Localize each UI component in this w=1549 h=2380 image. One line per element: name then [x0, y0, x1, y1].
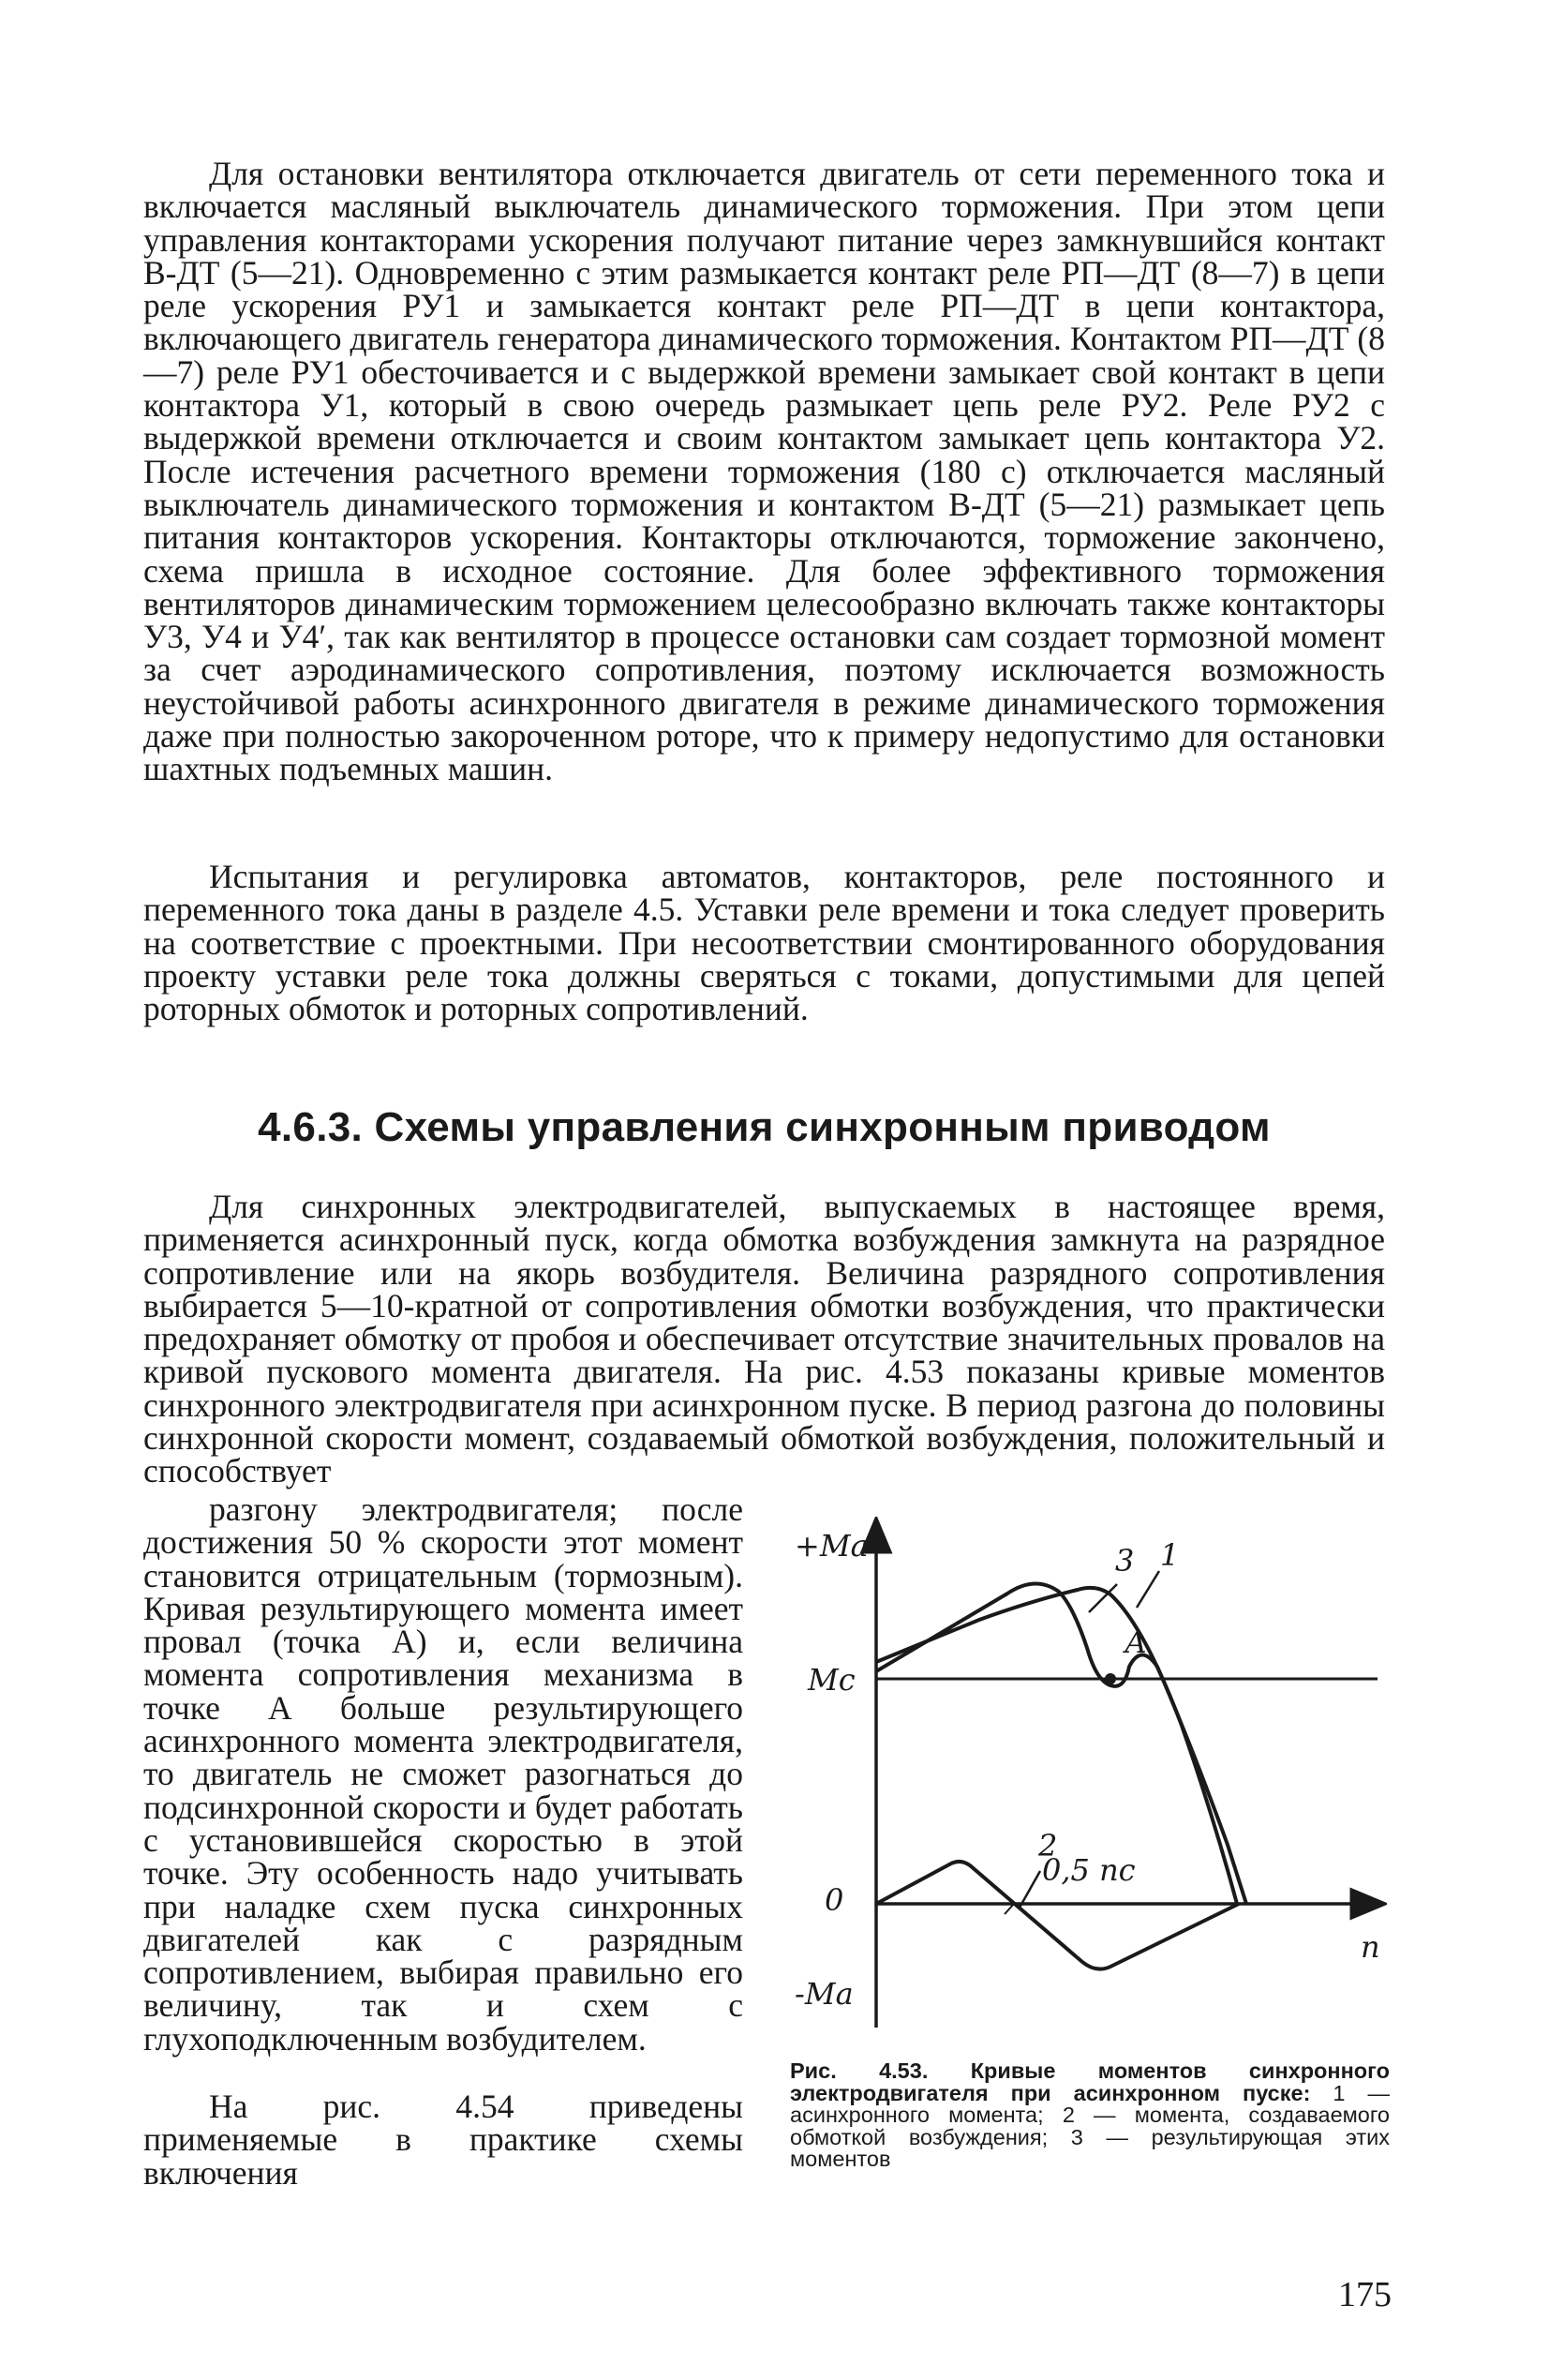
label-plus-ma: +Mа: [795, 1528, 869, 1564]
point-a-marker: [1105, 1673, 1116, 1684]
figure-caption: [790, 2060, 1390, 2171]
label-minus-ma: -Mа: [795, 1976, 854, 2012]
paragraph-fig-454-intro: На рис. 4.54 приведены применяемые в практике схемы включения: [143, 2088, 743, 2192]
label-n: n: [1361, 1929, 1380, 1965]
label-curve-3: 3: [1115, 1543, 1135, 1579]
section-heading: 4.6.3. Схемы управления синхронным приводом: [258, 1104, 1271, 1150]
curve-1-leader: [1137, 1571, 1159, 1608]
paragraph-synchronous-start: Для синхронных электродвигателей, выпускаемых в настоящее время, применяется асинхронный пуск, когда обмотка возбуждения замкнута на разрядное сопротивление или на якорь возбудителя. Величина разрядного сопротивления выбирается 5—10-кратной от сопротивления обмотки возбуждения, что практически предохраняет обмотку от пробоя и обеспечивает отсутствие значительных провалов на кривой пускового момента двигателя. На рис. 4.53 показаны кривые моментов синхронного электродвигателя при асинхронном пуске. В период разгона до половины синхронной скорости момент, создаваемый обмоткой возбуждения, положительный и способствует: [143, 1188, 1385, 1490]
curve-2-leader: [1020, 1871, 1040, 1908]
label-zero: 0: [825, 1882, 844, 1918]
label-point-a: А: [1125, 1624, 1148, 1660]
caption-title: Рис. 4.53. Кривые моментов синхронного электродвигателя при асинхронном пуске:: [790, 2058, 1390, 2105]
caption-body: 1 — асинхронного момента; 2 — момента, создаваемого обмоткой возбуждения; 3 — результирующая этих моментов: [790, 2080, 1390, 2171]
paragraph-torque-dip: разгону электродвигателя; после достижения 50 % скорости этот момент становится отрицательным (тормозным). Кривая результирующего момента имеет провал (точка А) и, если величина момента сопротивления механизма в точке А больше результирующего асинхронного момента электродвигателя, то двигатель не сможет разогнаться до подсинхронной скорости и будет работать с установившейся скоростью в этой точке. Эту особенность надо учитывать при наладке схем пуска синхронных двигателей как с разрядным сопротивлением, выбирая правильно его величину, так и схем с глухоподключенным возбудителем.: [143, 1490, 743, 2058]
label-curve-1: 1: [1160, 1537, 1180, 1573]
label-half-nc: 0,5 nс: [1042, 1852, 1136, 1888]
paragraph-testing-relays: Испытания и регулировка автоматов, контакторов, реле постоянного и переменного тока даны в разделе 4.5. Уставки реле времени и тока следует проверить на соответствие с проектными. При несоответствии смонтированного оборудования проекту уставки реле тока должны сверяться с токами, допустимыми для цепей роторных обмоток и роторных сопротивлений.: [143, 858, 1385, 1028]
paragraph-stopping-ventilator: Для остановки вентилятора отключается двигатель от сети переменного тока и включается масляный выключатель динамического торможения. При этом цепи управления контакторами ускорения получают питание через замкнувшийся контакт В-ДТ (5—21). Одновременно с этим размыкается контакт реле РП—ДТ (8—7) в цепи реле ускорения РУ1 и замыкается контакт реле РП—ДТ в цепи контактора, включающего двигатель генератора динамического торможения. Контактом РП—ДТ (8—7) реле РУ1 обесточивается и с выдержкой времени замыкает свой контакт в цепи контактора У1, который в свою очередь размыкает цепь реле РУ2. Реле РУ2 с выдержкой времени отключается и своим контактом замыкает цепь контактора У2. После истечения расчетного времени торможения (180 с) отключается масляный выключатель динамического торможения и контактом В-ДТ (5—21) размыкает цепь питания контакторов ускорения. Контакторы отключаются, торможение закончено, схема пришла в исходное состояние. Для более эффективного торможения вентиляторов динамическим торможением целесообразно включать также контакторы У3, У4 и У4′, так как вентилятор в процессе остановки сам создает тормозной момент за счет аэродинамического сопротивления, поэтому исключается возможность неустойчивой работы асинхронного двигателя в режиме динамического торможения даже при полностью закороченном роторе, что к примеру недопустимо для остановки шахтных подъемных машин.: [143, 155, 1385, 788]
page-number: 175: [1338, 2275, 1392, 2314]
label-curve-2: 2: [1038, 1828, 1058, 1864]
torque-curves-figure: [787, 1517, 1387, 2051]
label-mc: Mс: [808, 1662, 856, 1698]
